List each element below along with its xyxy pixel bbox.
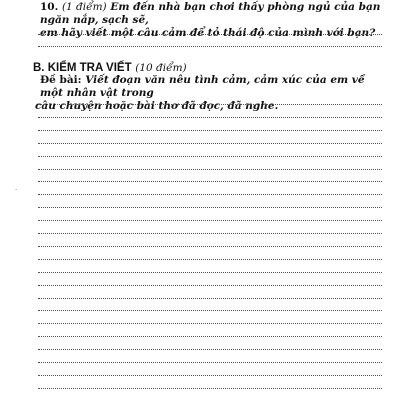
writing-line[interactable] — [38, 246, 382, 247]
writing-prompt — [35, 74, 390, 113]
writing-line[interactable] — [38, 207, 382, 208]
writing-line[interactable] — [38, 156, 382, 157]
section-title: B. KIỂM TRA VIẾT — [33, 62, 132, 74]
answer-line[interactable] — [38, 34, 382, 35]
writing-line[interactable] — [38, 194, 382, 195]
answer-line[interactable] — [38, 46, 382, 47]
writing-line[interactable] — [38, 169, 382, 170]
writing-line[interactable] — [38, 117, 382, 118]
writing-line[interactable] — [38, 233, 382, 234]
question-text-line1: Em đến nhà bạn chơi thấy phòng ngủ của bạn ngăn nắp, sạch sẽ, — [40, 1, 381, 26]
section-b-heading — [33, 60, 187, 75]
question-points: (1 điểm) — [61, 1, 107, 13]
writing-line[interactable] — [38, 310, 382, 311]
prompt-line2: câu chuyện hoặc bài thơ đã đọc, đã nghe. — [35, 100, 279, 112]
writing-line[interactable] — [38, 349, 382, 350]
section-points: (10 điểm) — [135, 62, 187, 74]
writing-line[interactable] — [38, 181, 382, 182]
writing-line[interactable] — [38, 388, 382, 389]
writing-line[interactable] — [38, 323, 382, 324]
writing-line[interactable] — [38, 104, 382, 105]
prompt-line1: Viết đoạn văn nêu tình cảm, cảm xúc của em về một nhân vật trong — [40, 74, 365, 99]
writing-line[interactable] — [38, 130, 382, 131]
writing-line[interactable] — [38, 336, 382, 337]
writing-line[interactable] — [38, 220, 382, 221]
writing-line[interactable] — [38, 375, 382, 376]
writing-line[interactable] — [38, 285, 382, 286]
prompt-label: Đề bài: — [40, 74, 82, 86]
writing-line[interactable] — [38, 298, 382, 299]
stray-mark: · — [15, 186, 18, 194]
question-text-line2: em hãy viết một câu cảm để tỏ thái độ của mình với bạn? — [40, 27, 376, 39]
writing-line[interactable] — [38, 272, 382, 273]
writing-line[interactable] — [38, 143, 382, 144]
question-number: 10. — [40, 1, 59, 13]
writing-line[interactable] — [38, 259, 382, 260]
writing-line[interactable] — [38, 362, 382, 363]
